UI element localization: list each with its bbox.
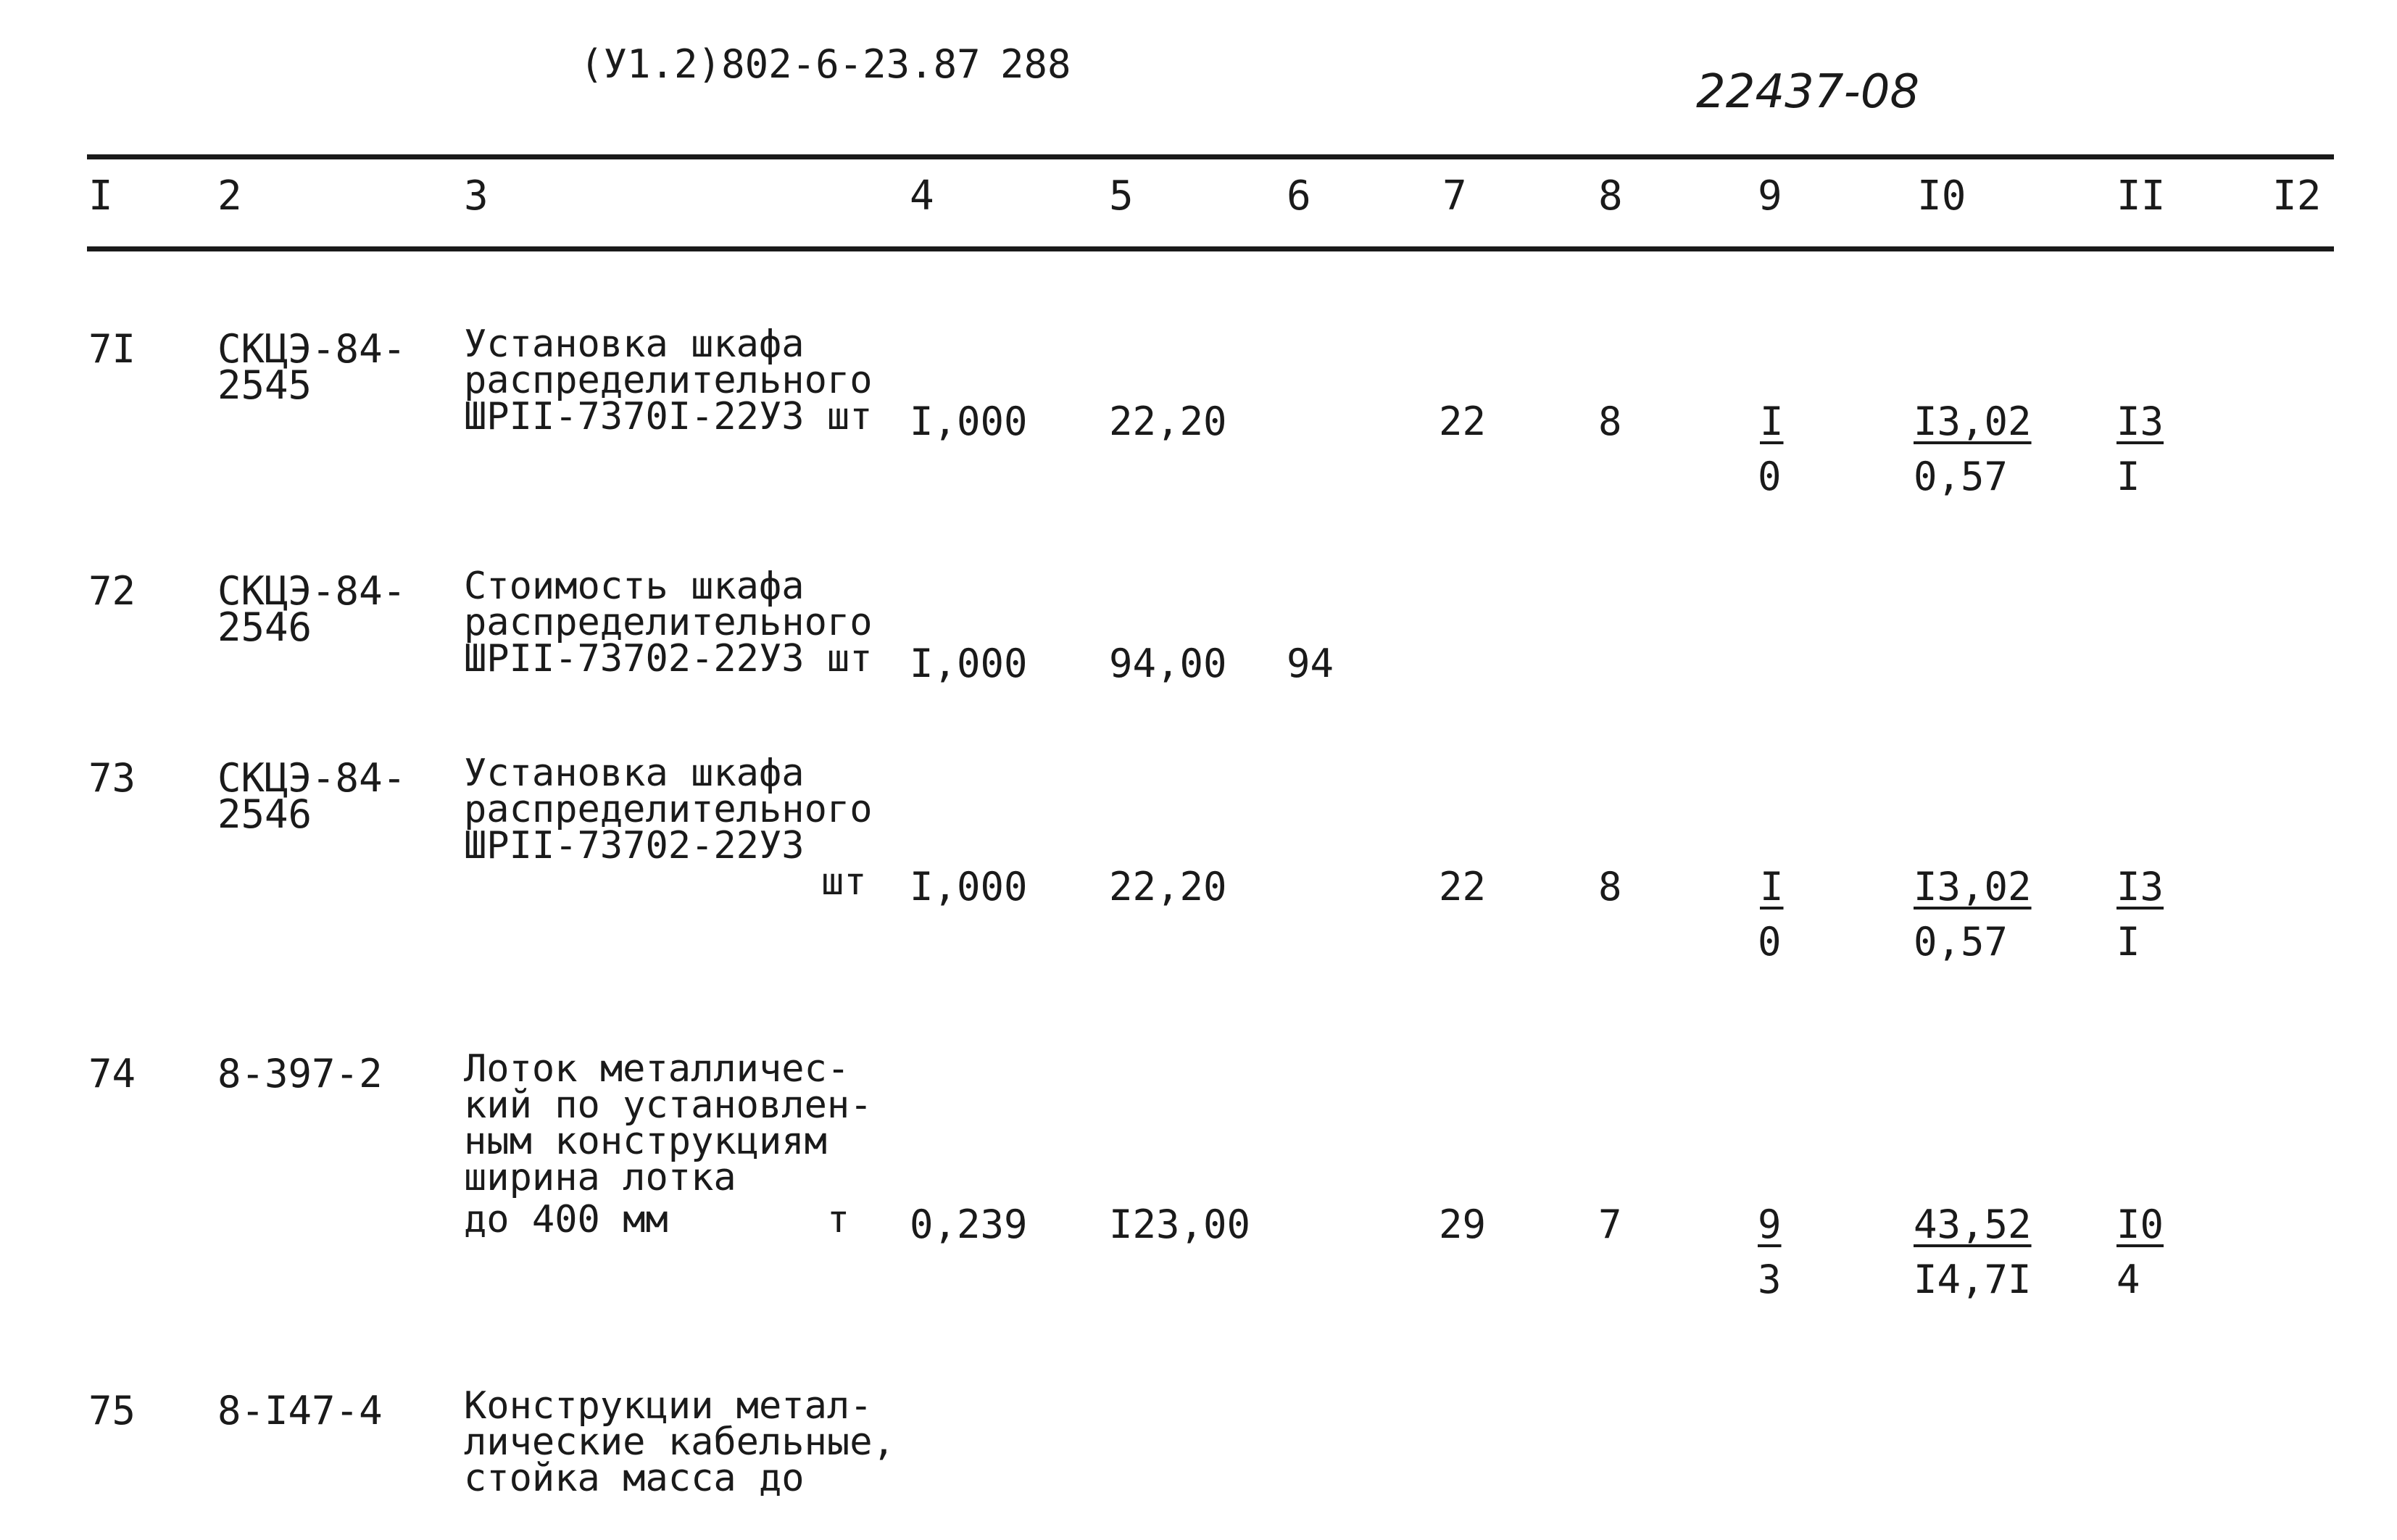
col9-denominator: 0 — [1758, 454, 1782, 499]
col8-value: 7 — [1598, 1202, 1622, 1247]
unit-price: I23,00 — [1109, 1202, 1251, 1247]
row-number: 7I — [88, 326, 136, 372]
description-line: ШРII-73702-22У3 — [464, 824, 805, 867]
col9-numerator: I — [1760, 864, 1784, 910]
description-line: стойка масса до — [464, 1457, 805, 1500]
col11-denominator: 4 — [2116, 1257, 2140, 1302]
quantity: I,000 — [910, 399, 1028, 444]
col6-value: 94 — [1287, 641, 1334, 686]
col-header-5: 5 — [1109, 172, 1134, 220]
description-line: до 400 мм т — [464, 1198, 850, 1241]
description-line: ным конструкциям — [464, 1120, 827, 1163]
col8-value: 8 — [1598, 399, 1622, 444]
col7-value: 22 — [1439, 864, 1487, 910]
description-line: распределительного — [464, 788, 873, 831]
description-line: кий по установлен- — [464, 1083, 873, 1127]
col-header-12: I2 — [2272, 172, 2322, 220]
col-header-6: 6 — [1287, 172, 1311, 220]
handwritten-doc-number: 22437-08 — [1696, 65, 1920, 119]
col10-denominator: 0,57 — [1914, 454, 2008, 499]
quantity: I,000 — [910, 864, 1028, 910]
unit-price: 22,20 — [1109, 399, 1227, 444]
description-line: Стоимость шкафа — [464, 565, 805, 608]
col7-value: 22 — [1439, 399, 1487, 444]
description-line: лические кабельные, — [464, 1420, 895, 1464]
col11-numerator: I3 — [2116, 864, 2164, 910]
row-number: 75 — [88, 1388, 136, 1433]
row-number: 72 — [88, 568, 136, 614]
col10-denominator: I4,7I — [1914, 1257, 2032, 1302]
col8-value: 8 — [1598, 864, 1622, 910]
col11-denominator: I — [2116, 454, 2140, 499]
document-code: (У1.2)802-6-23.87 — [580, 41, 981, 87]
rate-code-line: СКЦЭ-84- — [217, 755, 407, 801]
rate-code-line: СКЦЭ-84- — [217, 568, 407, 614]
row-number: 73 — [88, 755, 136, 801]
col10-numerator: 43,52 — [1914, 1202, 2032, 1247]
col-header-2: 2 — [217, 172, 242, 220]
unit-price: 94,00 — [1109, 641, 1227, 686]
description-line: распределительного — [464, 359, 873, 402]
col-header-3: 3 — [464, 172, 489, 220]
col9-numerator: I — [1760, 399, 1784, 444]
col-header-4: 4 — [910, 172, 934, 220]
col11-numerator: I0 — [2116, 1202, 2164, 1247]
col-header-9: 9 — [1758, 172, 1782, 220]
description-line: Конструкции метал- — [464, 1384, 873, 1428]
page-number: 288 — [1000, 41, 1071, 87]
col7-value: 29 — [1439, 1202, 1487, 1247]
description-line: Установка шкафа — [464, 752, 805, 795]
description-line: ШРII-7370I-22У3 шт — [464, 395, 873, 438]
col9-numerator: 9 — [1758, 1202, 1782, 1247]
header-bottom-rule — [87, 246, 2334, 251]
col-header-10: I0 — [1917, 172, 1966, 220]
description-line: Установка шкафа — [464, 322, 805, 366]
col10-numerator: I3,02 — [1914, 399, 2032, 444]
rate-code-line: СКЦЭ-84- — [217, 326, 407, 372]
description-line: распределительного — [464, 601, 873, 644]
rate-code-line: 8-I47-4 — [217, 1388, 383, 1433]
col9-denominator: 3 — [1758, 1257, 1782, 1302]
description-line: ширина лотка — [464, 1156, 736, 1199]
header-top-rule — [87, 154, 2334, 159]
description-line: Лоток металличес- — [464, 1047, 850, 1091]
col11-numerator: I3 — [2116, 399, 2164, 444]
rate-code-line: 8-397-2 — [217, 1051, 383, 1096]
description-line: ШРII-73702-22У3 шт — [464, 637, 873, 680]
rate-code-line: 2546 — [217, 791, 312, 837]
col10-denominator: 0,57 — [1914, 919, 2008, 965]
unit-label: шт — [821, 860, 867, 904]
col-header-11: II — [2116, 172, 2166, 220]
col9-denominator: 0 — [1758, 919, 1782, 965]
rate-code-line: 2546 — [217, 604, 312, 650]
col-header-7: 7 — [1442, 172, 1467, 220]
col11-denominator: I — [2116, 919, 2140, 965]
quantity: 0,239 — [910, 1202, 1028, 1247]
col-header-8: 8 — [1598, 172, 1623, 220]
col-header-1: I — [88, 172, 113, 220]
row-number: 74 — [88, 1051, 136, 1096]
unit-price: 22,20 — [1109, 864, 1227, 910]
rate-code-line: 2545 — [217, 362, 312, 408]
quantity: I,000 — [910, 641, 1028, 686]
col10-numerator: I3,02 — [1914, 864, 2032, 910]
